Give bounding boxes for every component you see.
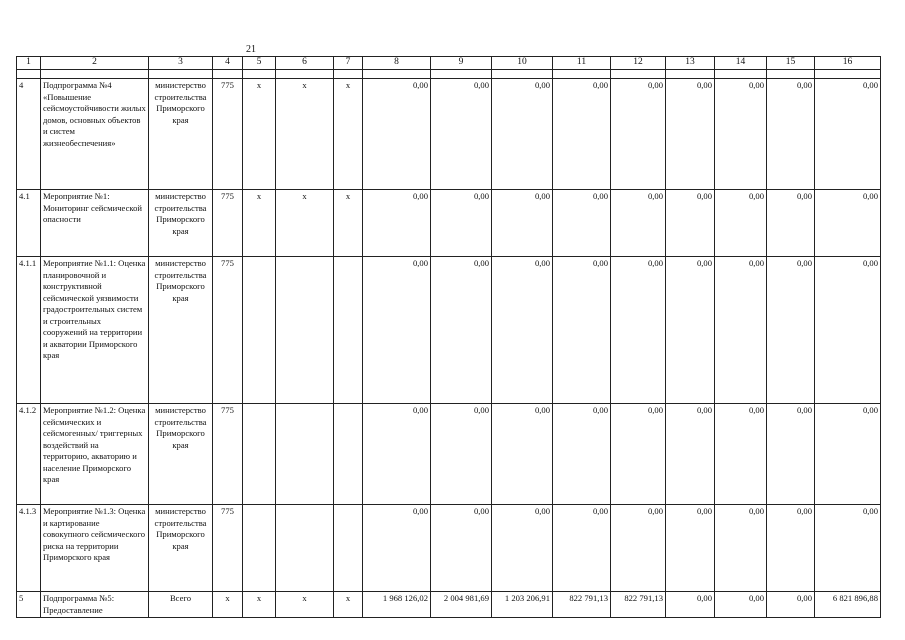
col-header-12: 12 bbox=[611, 57, 666, 70]
row-value-col10: 0,00 bbox=[492, 79, 553, 190]
row-value-col8: 0,00 bbox=[363, 505, 431, 592]
row-col7: x bbox=[334, 190, 363, 257]
row-col5: x bbox=[243, 79, 276, 190]
row-col6: x bbox=[276, 190, 334, 257]
col-header-1: 1 bbox=[17, 57, 41, 70]
row-col5: x bbox=[243, 190, 276, 257]
row-value-col12: 822 791,13 bbox=[611, 592, 666, 618]
row-col6 bbox=[276, 505, 334, 592]
row-code: 775 bbox=[213, 505, 243, 592]
row-value-col9: 0,00 bbox=[431, 79, 492, 190]
row-name: Подпрограмма №4 «Повышение сейсмоустойчивости жилых домов, основных объектов и систем жизнеобеспечения» bbox=[41, 79, 149, 190]
row-name: Мероприятие №1.1: Оценка планировочной и конструктивной сейсмической уязвимости градостроительных систем и строительных сооружений на территории и акватории Приморского края bbox=[41, 257, 149, 404]
row-col5: x bbox=[243, 592, 276, 618]
col-header-16: 16 bbox=[815, 57, 881, 70]
row-value-col10: 1 203 206,91 bbox=[492, 592, 553, 618]
row-value-col8: 0,00 bbox=[363, 404, 431, 505]
row-value-col8: 0,00 bbox=[363, 190, 431, 257]
row-value-col13: 0,00 bbox=[666, 404, 715, 505]
row-col7: x bbox=[334, 79, 363, 190]
row-number: 4.1 bbox=[17, 190, 41, 257]
row-col6: x bbox=[276, 79, 334, 190]
table-row bbox=[17, 404, 881, 505]
row-value-col13: 0,00 bbox=[666, 592, 715, 618]
row-value-col11: 0,00 bbox=[553, 404, 611, 505]
row-value-col12: 0,00 bbox=[611, 79, 666, 190]
row-value-col12: 0,00 bbox=[611, 257, 666, 404]
row-col7 bbox=[334, 257, 363, 404]
row-col6 bbox=[276, 404, 334, 505]
row-value-col14: 0,00 bbox=[715, 79, 767, 190]
table-row bbox=[17, 257, 881, 404]
row-value-col11: 0,00 bbox=[553, 505, 611, 592]
table-row bbox=[17, 505, 881, 592]
row-code: 775 bbox=[213, 190, 243, 257]
row-value-col11: 822 791,13 bbox=[553, 592, 611, 618]
col-header-3: 3 bbox=[149, 57, 213, 70]
row-value-col13: 0,00 bbox=[666, 190, 715, 257]
row-value-col15: 0,00 bbox=[767, 190, 815, 257]
col-header-5: 5 bbox=[243, 57, 276, 70]
row-value-col13: 0,00 bbox=[666, 79, 715, 190]
row-executor: министерство строительства Приморского края bbox=[149, 190, 213, 257]
row-number: 4.1.3 bbox=[17, 505, 41, 592]
row-value-col11: 0,00 bbox=[553, 79, 611, 190]
row-value-col13: 0,00 bbox=[666, 257, 715, 404]
row-value-col15: 0,00 bbox=[767, 257, 815, 404]
row-value-col9: 0,00 bbox=[431, 404, 492, 505]
col-header-7: 7 bbox=[334, 57, 363, 70]
spacer-row bbox=[17, 70, 881, 79]
row-value-col13: 0,00 bbox=[666, 505, 715, 592]
row-code: 775 bbox=[213, 79, 243, 190]
row-col5 bbox=[243, 257, 276, 404]
row-code: 775 bbox=[213, 257, 243, 404]
row-col7 bbox=[334, 404, 363, 505]
row-executor: министерство строительства Приморского края bbox=[149, 257, 213, 404]
col-header-9: 9 bbox=[431, 57, 492, 70]
table-row bbox=[17, 79, 881, 190]
row-number: 5 bbox=[17, 592, 41, 618]
row-value-col16: 0,00 bbox=[815, 404, 881, 505]
row-executor: министерство строительства Приморского края bbox=[149, 79, 213, 190]
row-number: 4 bbox=[17, 79, 41, 190]
table-row bbox=[17, 592, 881, 618]
row-code: x bbox=[213, 592, 243, 618]
row-col6: x bbox=[276, 592, 334, 618]
row-value-col16: 0,00 bbox=[815, 505, 881, 592]
row-col5 bbox=[243, 404, 276, 505]
row-col6 bbox=[276, 257, 334, 404]
row-value-col9: 0,00 bbox=[431, 257, 492, 404]
col-header-8: 8 bbox=[363, 57, 431, 70]
row-code: 775 bbox=[213, 404, 243, 505]
row-value-col16: 0,00 bbox=[815, 79, 881, 190]
col-header-11: 11 bbox=[553, 57, 611, 70]
col-header-2: 2 bbox=[41, 57, 149, 70]
row-value-col10: 0,00 bbox=[492, 404, 553, 505]
table-row bbox=[17, 190, 881, 257]
row-executor: министерство строительства Приморского края bbox=[149, 505, 213, 592]
col-header-13: 13 bbox=[666, 57, 715, 70]
col-header-10: 10 bbox=[492, 57, 553, 70]
row-value-col10: 0,00 bbox=[492, 257, 553, 404]
row-value-col16: 6 821 896,88 bbox=[815, 592, 881, 618]
col-header-6: 6 bbox=[276, 57, 334, 70]
col-header-14: 14 bbox=[715, 57, 767, 70]
row-value-col14: 0,00 bbox=[715, 257, 767, 404]
row-value-col11: 0,00 bbox=[553, 190, 611, 257]
row-value-col11: 0,00 bbox=[553, 257, 611, 404]
row-value-col14: 0,00 bbox=[715, 190, 767, 257]
row-col7: x bbox=[334, 592, 363, 618]
row-value-col9: 0,00 bbox=[431, 190, 492, 257]
row-value-col10: 0,00 bbox=[492, 190, 553, 257]
row-value-col16: 0,00 bbox=[815, 190, 881, 257]
row-value-col15: 0,00 bbox=[767, 505, 815, 592]
row-value-col12: 0,00 bbox=[611, 404, 666, 505]
col-header-15: 15 bbox=[767, 57, 815, 70]
row-number: 4.1.1 bbox=[17, 257, 41, 404]
row-value-col8: 1 968 126,02 bbox=[363, 592, 431, 618]
page-number: 21 bbox=[246, 44, 256, 55]
row-col5 bbox=[243, 505, 276, 592]
row-value-col8: 0,00 bbox=[363, 79, 431, 190]
row-value-col15: 0,00 bbox=[767, 404, 815, 505]
row-value-col10: 0,00 bbox=[492, 505, 553, 592]
row-value-col12: 0,00 bbox=[611, 505, 666, 592]
col-header-4: 4 bbox=[213, 57, 243, 70]
budget-table bbox=[16, 56, 881, 618]
header-row bbox=[17, 57, 881, 70]
row-number: 4.1.2 bbox=[17, 404, 41, 505]
row-value-col15: 0,00 bbox=[767, 79, 815, 190]
row-executor: министерство строительства Приморского края bbox=[149, 404, 213, 505]
row-value-col12: 0,00 bbox=[611, 190, 666, 257]
row-name: Подпрограмма №5: Предоставление bbox=[41, 592, 149, 618]
row-value-col14: 0,00 bbox=[715, 505, 767, 592]
row-name: Мероприятие №1.3: Оценка и картирование совокупного сейсмического риска на территории Приморского края bbox=[41, 505, 149, 592]
row-value-col8: 0,00 bbox=[363, 257, 431, 404]
row-executor: Всего bbox=[149, 592, 213, 618]
row-value-col14: 0,00 bbox=[715, 592, 767, 618]
row-value-col9: 2 004 981,69 bbox=[431, 592, 492, 618]
row-value-col9: 0,00 bbox=[431, 505, 492, 592]
row-value-col15: 0,00 bbox=[767, 592, 815, 618]
row-value-col14: 0,00 bbox=[715, 404, 767, 505]
row-col7 bbox=[334, 505, 363, 592]
row-name: Мероприятие №1: Мониторинг сейсмической опасности bbox=[41, 190, 149, 257]
row-value-col16: 0,00 bbox=[815, 257, 881, 404]
row-name: Мероприятие №1.2: Оценка сейсмических и сейсмогенных/ триггерных воздействий на территорию, акваторию и население Приморского края bbox=[41, 404, 149, 505]
